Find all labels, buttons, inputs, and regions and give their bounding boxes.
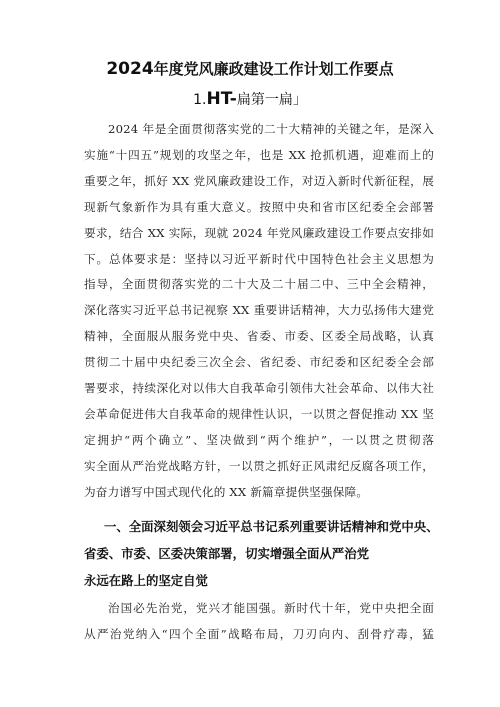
paragraph-line: 精神，全面服从服务党中央、省委、市委、区委全局战略，认真: [84, 329, 434, 343]
paragraph-line: 会革命促进伟大自我革命的规律性认识，一以贯之督促推动 XX 坚: [84, 407, 434, 421]
paragraph-line: 治国必先治党，党兴才能国强。新时代十年，党中央把全面: [108, 601, 434, 615]
paragraph-line: 实全面从严治党战略方针，一以贯之抓好正风肃纪反腐各项工作，: [84, 459, 434, 473]
document-title: [0, 58, 500, 79]
paragraph-line: 定拥护“两个确立”、坚决做到“两个维护”，一以贯之贯彻落: [84, 433, 434, 447]
paragraph-line: 现新气象新作为具有重大意义。按照中央和省市区纪委全会部署: [84, 200, 434, 214]
document-subtitle: [0, 89, 500, 109]
subtitle-prefix: 1.: [193, 92, 207, 108]
paragraph-line: 2024 年是全面贯彻落实党的二十大精神的关键之年，是深入: [108, 122, 434, 136]
paragraph-line: 指导，全面贯彻落实党的二十大及二十届二中、三中全会精神，: [84, 277, 434, 291]
paragraph-line: 为奋力谱写中国式现代化的 XX 新篇章提供坚强保障。: [84, 485, 369, 499]
section-heading-line: 一、全面深刻领会习近平总书记系列重要讲话精神和党中央、: [104, 519, 439, 534]
paragraph-line: 实施“十四五”规划的攻坚之年，也是 XX 抢抓机遇，迎难而上的: [84, 148, 434, 162]
title-year: 2024: [106, 59, 154, 79]
subtitle-rest: 扁第一扁」: [236, 92, 307, 108]
title-text: 年度党风廉政建设工作计划工作要点: [153, 60, 394, 78]
paragraph-line: 要求，结合 XX 实际，现就 2024 年党风廉政建设工作要点安排如: [84, 226, 434, 240]
paragraph-line: 贯彻二十届中央纪委三次全会、省纪委、市纪委和区纪委全会部: [84, 355, 434, 369]
paragraph-line: 下。总体要求是：坚持以习近平新时代中国特色社会主义思想为: [84, 252, 434, 266]
paragraph-line: 深化落实习近平总书记视察 XX 重要讲话精神，大力弘扬伟大建党: [84, 303, 434, 317]
subtitle-code: HT-: [206, 89, 237, 109]
section-heading-line: 省委、市委、区委决策部署，切实增强全面从严治党: [84, 546, 369, 561]
paragraph-line: 署要求，持续深化对以伟大自我革命引领伟大社会革命、以伟大社: [84, 381, 434, 395]
section-heading-line: 永远在路上的坚定自觉: [84, 573, 208, 588]
paragraph-line: 重要之年，抓好 XX 党风廉政建设工作，对迈入新时代新征程，展: [84, 174, 434, 188]
paragraph-line: 从严治党纳入“四个全面”战略布局，刀刃向内、刮骨疗毒，猛: [84, 627, 434, 641]
